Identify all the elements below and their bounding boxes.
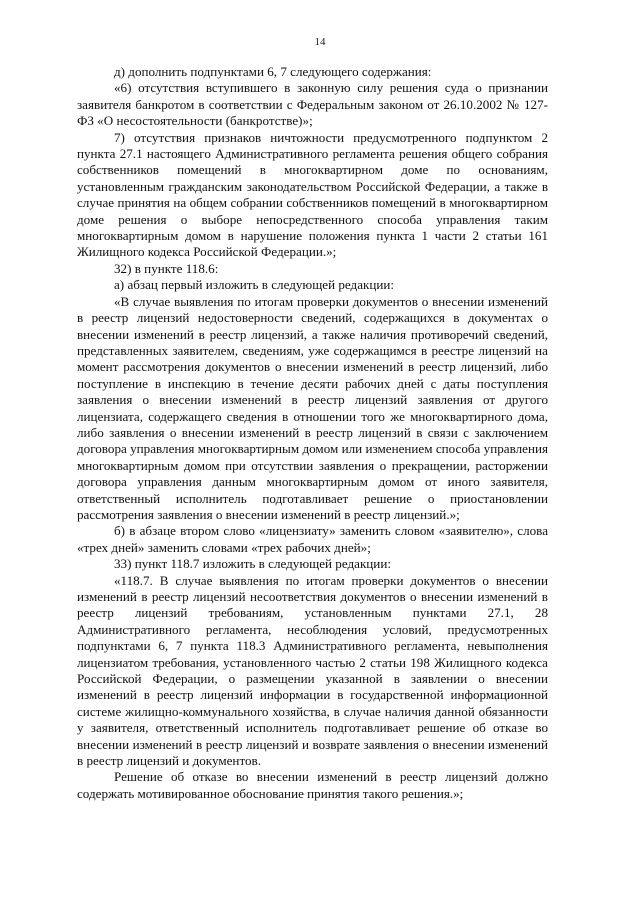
- paragraph: 32) в пункте 118.6:: [114, 260, 219, 276]
- page-number: 14: [314, 36, 326, 48]
- paragraph: а) абзац первый изложить в следующей редакции:: [114, 277, 395, 293]
- paragraph: 33) пункт 118.7 изложить в следующей редакции:: [114, 556, 391, 572]
- paragraph: 7) отсутствия признаков ничтожности предусмотренного подпунктом 2 пункта 27.1 настоящего Административного регламента решения общего собрания собственников помещений в многоквартирном доме по основаниям, установленным гражданским законодательством Российской Федерации, а также в случае принятия на общем собрании собственников помещений в многоквартирном доме решения о выборе непосредственного способа управления таким многоквартирным домом в нарушение положения пункта 1 части 2 статьи 161 Жилищного кодекса Российской Федерации.»;: [77, 129, 548, 260]
- paragraph: «В случае выявления по итогам проверки документов о внесении изменений в реестр лицензий недостоверности сведений, содержащихся в документах о внесении изменений в реестр лицензий, а также наличия противоречий сведений, представленных заявителем, сведениям, уже содержащимся в реестре лицензий на момент рассмотрения документов о внесении изменений в реестр лицензий, либо поступление в инспекцию в течение десяти рабочих дней с даты поступления заявления о внесении изменений в реестр лицензий заявления от другого лицензиата, содержащего сведения в отношении того же многоквартирного дома, либо заявления о внесении изменений в реестр лицензий в связи с заключением договора управления многоквартирным домом или изменением способа управления многоквартирным домом при отсутствии заявления о прекращении, расторжении договора управления данным многоквартирным домом от иного заявителя, ответственный исполнитель подготавливает решение о приостановлении рассмотрения заявления о внесении изменений в реестр лицензий.»;: [77, 293, 548, 522]
- document-body: [77, 64, 548, 802]
- paragraph: «118.7. В случае выявления по итогам проверки документов о внесении изменений в реестр лицензий несоответствия документов о внесении изменений в реестр лицензий требованиям, установленным пунктами 27.1, 28 Административного регламента, несоблюдения условий, предусмотренных подпунктами 6, 7 пункта 118.3 Административного регламента, невыполнения лицензиатом требования, установленного частью 2 статьи 198 Жилищного кодекса Российской Федерации, о размещении указанной в заявлении о внесении изменений в реестр лицензий информации в государственной информационной системе жилищно-коммунального хозяйства, в случае наличия данной обязанности у заявителя, ответственный исполнитель подготавливает решение об отказе во внесении изменений в реестр лицензий и возврате заявления о внесении изменений в реестр лицензий и документов.: [77, 572, 548, 769]
- paragraph: б) в абзаце втором слово «лицензиату» заменить словом «заявителю», слова «трех дней» заменить словами «трех рабочих дней»;: [77, 523, 548, 555]
- paragraph: д) дополнить подпунктами 6, 7 следующего содержания:: [114, 64, 432, 79]
- paragraph: Решение об отказе во внесении изменений в реестр лицензий должно содержать мотивированное обоснование принятия такого решения.»;: [77, 769, 548, 801]
- paragraph: «6) отсутствия вступившего в законную силу решения суда о признании заявителя банкротом в соответствии с Федеральным законом от 26.10.2002 № 127-ФЗ «О несостоятельности (банкротстве)»;: [77, 80, 548, 129]
